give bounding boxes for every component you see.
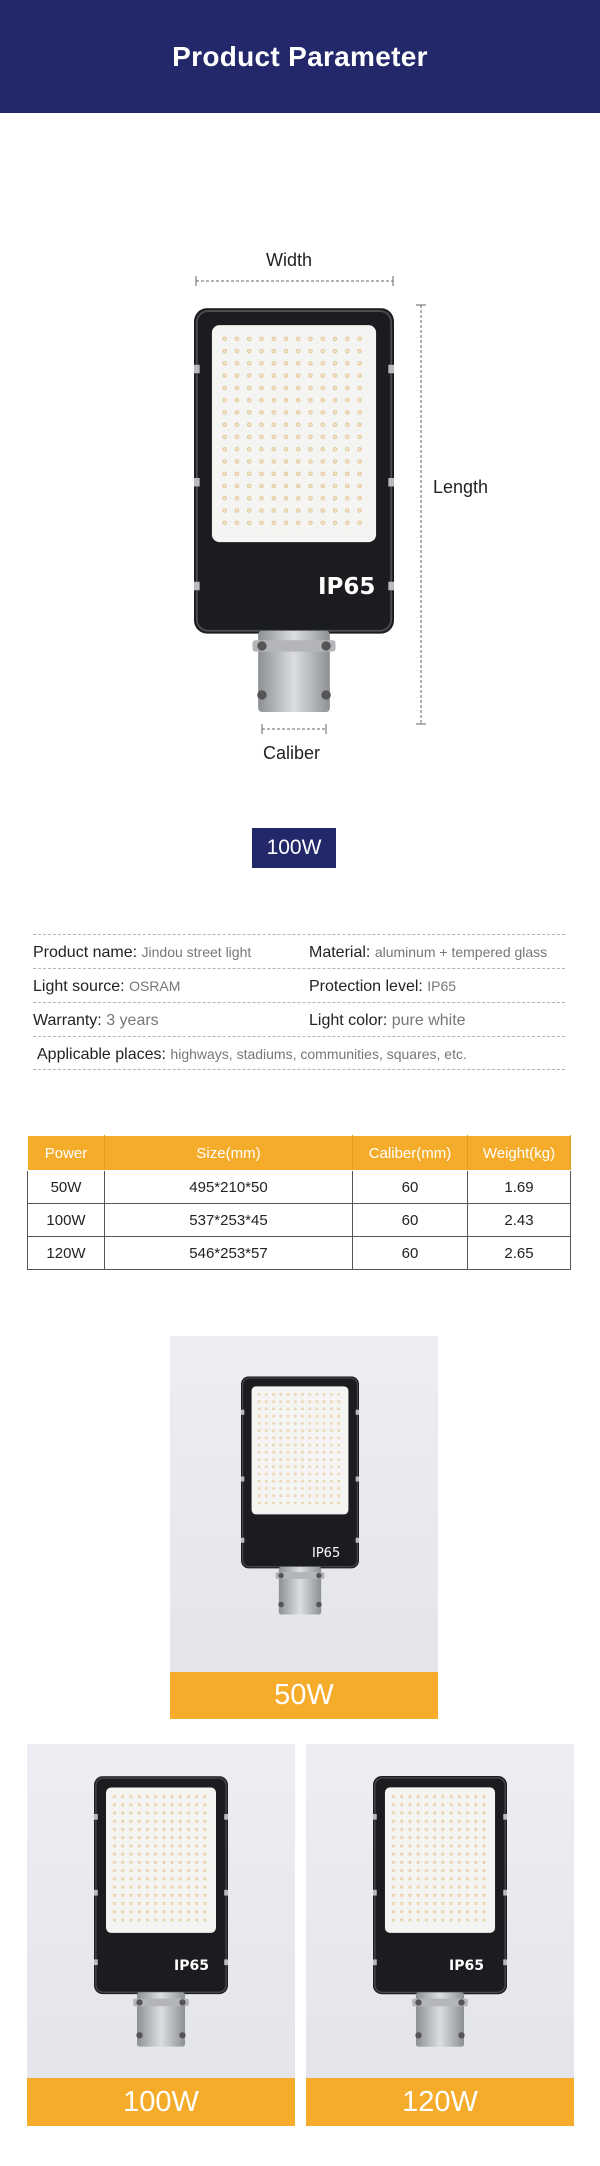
table-cell: 50W xyxy=(28,1171,105,1204)
street-light-icon xyxy=(194,306,394,716)
light-color-spec: Light color: pure white xyxy=(309,1012,466,1029)
table-cell: 2.43 xyxy=(468,1204,571,1237)
table-header-row xyxy=(28,1136,571,1171)
street-light-icon xyxy=(94,1776,228,2048)
table-cell: 2.65 xyxy=(468,1237,571,1270)
column-header-caliber: Caliber(mm) xyxy=(353,1136,468,1171)
panel-label-100w: 100W xyxy=(27,2078,295,2126)
table-cell: 60 xyxy=(353,1171,468,1204)
product-name-spec: Product name: Jindou street light xyxy=(33,944,252,961)
applicable-places-spec: Applicable places: highways, stadiums, communities, squares, etc. xyxy=(37,1046,467,1063)
column-header-weight: Weight(kg) xyxy=(468,1136,571,1171)
caliber-label: Caliber xyxy=(263,743,321,763)
lamp-rating-label: IP65 xyxy=(174,1958,209,1974)
product-panel-50w xyxy=(170,1336,438,1719)
panel-label-50w: 50W xyxy=(170,1672,438,1719)
column-header-power: Power xyxy=(28,1136,105,1171)
spec-row-2 xyxy=(33,968,565,1002)
parameters-table xyxy=(27,1135,571,1270)
spec-row-3 xyxy=(33,1002,565,1036)
panel-label-120w: 120W xyxy=(306,2078,574,2126)
warranty-spec: Warranty: 3 years xyxy=(33,1012,159,1029)
street-light-icon xyxy=(372,1776,508,2048)
table-cell: 60 xyxy=(353,1204,468,1237)
table-cell: 1.69 xyxy=(468,1171,571,1204)
page-title: Product Parameter xyxy=(172,40,428,72)
length-label: Length xyxy=(433,477,489,497)
table-cell: 546*253*57 xyxy=(105,1237,353,1270)
street-light-icon xyxy=(241,1376,359,1616)
spec-row-1 xyxy=(33,934,565,968)
material-spec: Material: aluminum + tempered glass xyxy=(309,944,548,961)
product-panel-100w xyxy=(27,1744,295,2126)
light-source-spec: Light source: OSRAM xyxy=(33,978,181,995)
table-cell: 100W xyxy=(28,1204,105,1237)
product-panel-120w xyxy=(306,1744,574,2126)
table-row xyxy=(28,1237,571,1270)
width-label: Width xyxy=(266,250,313,270)
table-row xyxy=(28,1171,571,1204)
table-row xyxy=(28,1204,571,1237)
lamp-rating-label: IP65 xyxy=(312,1546,341,1561)
lamp-rating-label: IP65 xyxy=(318,574,376,600)
table-cell: 495*210*50 xyxy=(105,1171,353,1204)
lamp-rating-label: IP65 xyxy=(449,1958,484,1974)
protection-level-spec: Protection level: IP65 xyxy=(309,978,457,995)
wattage-badge: 100W xyxy=(252,828,336,868)
spec-row-4 xyxy=(33,1036,565,1070)
table-cell: 537*253*45 xyxy=(105,1204,353,1237)
table-cell: 120W xyxy=(28,1237,105,1270)
table-cell: 60 xyxy=(353,1237,468,1270)
column-header-size: Size(mm) xyxy=(105,1136,353,1171)
street-light-image xyxy=(194,306,394,716)
